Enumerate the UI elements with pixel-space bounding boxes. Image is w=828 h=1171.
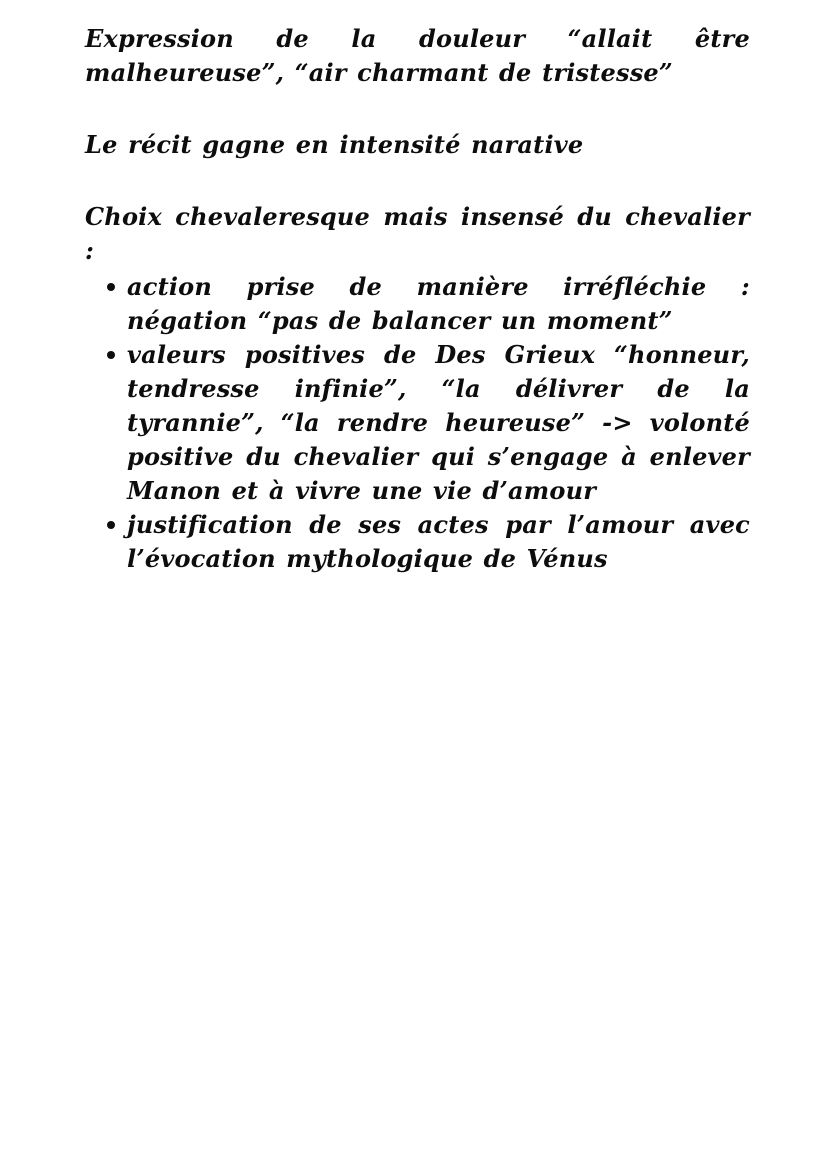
paragraph-recit-intensite: Le récit gagne en intensité narative [85,130,584,159]
bullet-dot-icon [107,283,115,291]
bullet-item-action-irreflechie [107,270,750,338]
bullet-dot-icon [107,351,115,359]
bullet-item-valeurs-positives [107,338,750,508]
paragraph-choix-chevaleresque: Choix chevaleresque mais insensé du chevalier : [85,202,750,265]
paragraph-expression-douleur: Expression de la douleur “allait être malheureuse”, “air charmant de tristesse” [85,24,750,87]
bullet-item-text: action prise de manière irréfléchie : négation “pas de balancer un moment” [127,272,750,335]
bullet-list [85,270,750,576]
bullet-dot-icon [107,521,115,529]
bullet-item-text: justification de ses actes par l’amour avec l’évocation mythologique de Vénus [127,510,750,573]
bullet-item-text: valeurs positives de Des Grieux “honneur, tendresse infinie”, “la délivrer de la tyrannie”, “la rendre heureuse” -> volonté positive du chevalier qui s’engage à enlever Manon et à vivre une vie d’amour [127,340,750,505]
bullet-item-justification-amour [107,508,750,576]
